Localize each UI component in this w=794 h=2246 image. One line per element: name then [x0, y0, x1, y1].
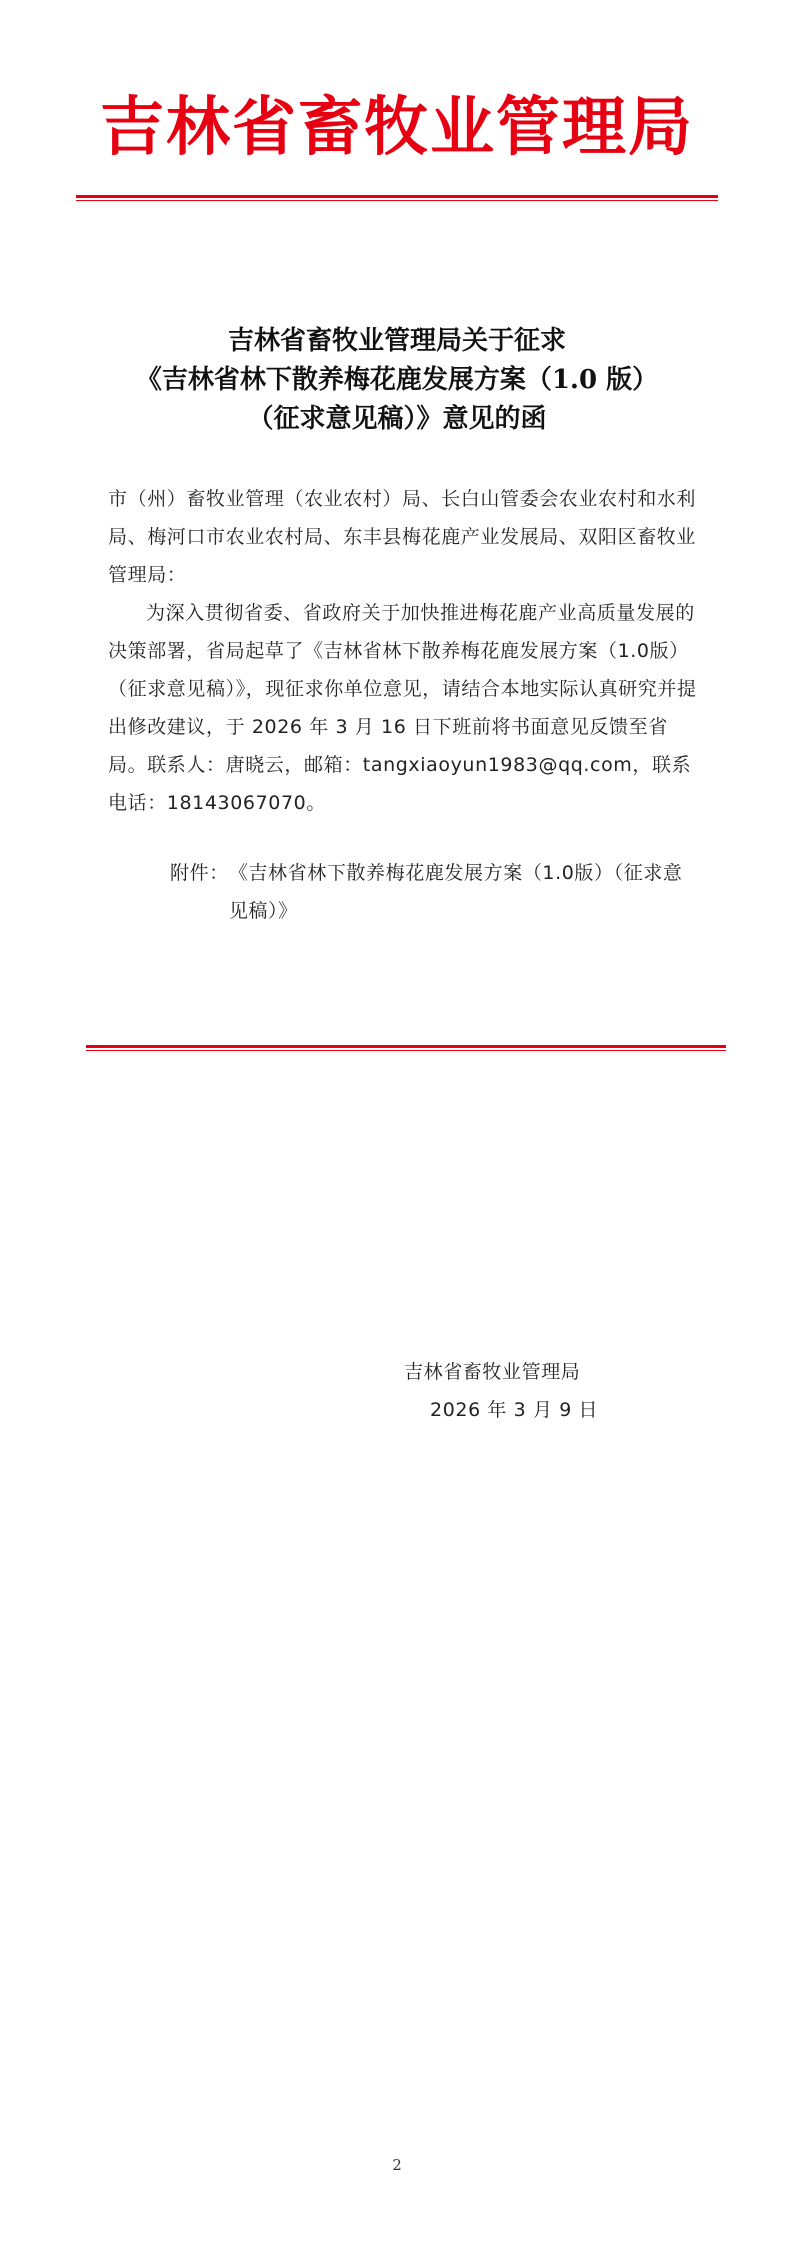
document-title-line-2: 《吉林省林下散养梅花鹿发展方案（1.0 版） — [135, 365, 659, 395]
document-title-line-1: 吉林省畜牧业管理局关于征求 — [227, 326, 566, 356]
document-title — [60, 322, 734, 439]
footer-rule-thick — [86, 1045, 726, 1048]
letterhead-rule-thick — [76, 195, 718, 198]
letterhead-rule — [76, 195, 718, 201]
attachment-label: 附件： — [170, 862, 229, 884]
signature-org: 吉林省畜牧业管理局 — [404, 1361, 581, 1383]
body-paragraph: 为深入贯彻省委、省政府关于加快推进梅花鹿产业高质量发展的决策部署，省局起草了《吉林省林下散养梅花鹿发展方案（1.0版）（征求意见稿）》，现征求你单位意见，请结合本地实际认真研究并提出修改建议，于 2026 年 3 月 16 日下班前将书面意见反馈至省局。联系人：唐晓云，邮箱：tangxiaoyun1983@qq.com，联系电话：18143067070。 — [108, 602, 697, 814]
signature-date: 2026 年 3 月 9 日 — [430, 1399, 599, 1421]
page-number: 2 — [392, 2156, 402, 2174]
letterhead-rule-thin — [76, 200, 718, 201]
footer-rule — [86, 1045, 726, 1051]
signature-block — [404, 1353, 704, 1429]
document-title-line-3: （征求意见稿）》意见的函 — [247, 404, 547, 434]
footer-rule-thin — [86, 1050, 726, 1051]
addressee-paragraph: 市（州）畜牧业管理（农业农村）局、长白山管委会农业农村和水利局、梅河口市农业农村局、东丰县梅花鹿产业发展局、双阳区畜牧业管理局： — [108, 488, 697, 586]
attachment — [170, 854, 700, 930]
attachment-value: 《吉林省林下散养梅花鹿发展方案（1.0版）（征求意见稿）》 — [228, 862, 683, 922]
letterhead-title: 吉林省畜牧业管理局 — [100, 91, 694, 165]
